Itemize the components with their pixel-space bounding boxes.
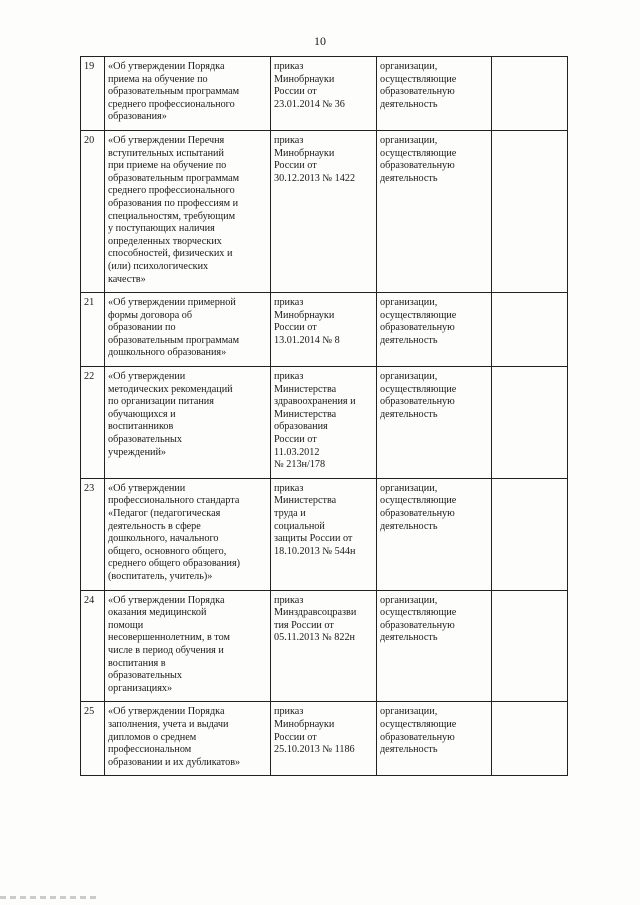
legal-act-text: приказ Минобрнауки России от 25.10.2013 № 1186 [274,706,355,756]
applies-to-cell [377,478,492,590]
notes-cell [492,590,568,702]
document-title-cell [105,130,271,292]
table-body [81,57,568,776]
document-title-text: «Об утверждении Порядка заполнения, учета и выдачи дипломов о среднем профессиональном образовании и их дубликатов» [108,706,241,768]
applies-to-text: организации, осуществляющие образовательную деятельность [380,297,457,346]
legal-act-cell [271,590,377,702]
legal-act-cell [271,293,377,367]
row-number-cell [81,478,105,590]
row-number-text: 23 [84,482,95,494]
document-title-cell [105,57,271,131]
row-number-cell [81,130,105,292]
applies-to-text: организации, осуществляющие образовательную деятельность [380,482,457,532]
applies-to-text: организации, осуществляющие образовательную деятельность [380,61,457,110]
document-title-cell [105,702,271,776]
document-title-cell [105,590,271,702]
row-number-text: 21 [84,297,95,309]
document-title-cell [105,478,271,590]
document-title-text: «Об утверждении Порядка оказания медицинской помощи несовершеннолетним, в том числе в период обучения и воспитания в образовательных организациях» [108,594,230,694]
scan-artifact [0,896,96,899]
document-title-cell [105,367,271,479]
legal-act-cell [271,57,377,131]
table-row [81,57,568,131]
row-number-cell [81,367,105,479]
row-number-text: 24 [84,594,95,606]
table-row [81,702,568,776]
notes-cell [492,478,568,590]
page-number: 10 [314,34,326,48]
row-number-text: 20 [84,134,95,146]
document-title-text: «Об утверждении Порядка приема на обучение по образовательным программам среднего профессионального образования» [108,61,240,123]
applies-to-text: организации, осуществляющие образовательную деятельность [380,594,457,644]
row-number-cell [81,590,105,702]
row-number-cell [81,293,105,367]
applies-to-text: организации, осуществляющие образовательную деятельность [380,371,457,420]
applies-to-cell [377,367,492,479]
legal-act-cell [271,702,377,776]
table-row [81,293,568,367]
applies-to-cell [377,702,492,776]
applies-to-text: организации, осуществляющие образовательную деятельность [380,134,457,184]
legal-act-text: приказ Минобрнауки России от 13.01.2014 № 8 [274,297,340,346]
legal-act-cell [271,478,377,590]
legal-act-text: приказ Минобрнауки России от 23.01.2014 № 36 [274,61,345,110]
notes-cell [492,702,568,776]
regulations-table [80,56,568,776]
table-row [81,367,568,479]
document-title-text: «Об утверждении методических рекомендаций по организации питания обучающихся и воспитанников образовательных учреждений» [108,371,233,458]
document-title-text: «Об утверждении профессионального стандарта «Педагог (педагогическая деятельность в сфере дошкольного, начального общего, основного общего, среднего общего образования) (воспитатель, учитель)» [108,482,241,582]
applies-to-cell [377,57,492,131]
legal-act-cell [271,367,377,479]
applies-to-cell [377,130,492,292]
row-number-text: 22 [84,371,95,383]
row-number-text: 19 [84,61,95,72]
applies-to-text: организации, осуществляющие образовательную деятельность [380,706,457,756]
notes-cell [492,367,568,479]
applies-to-cell [377,590,492,702]
legal-act-text: приказ Минобрнауки России от 30.12.2013 № 1422 [274,134,356,184]
notes-cell [492,130,568,292]
legal-act-cell [271,130,377,292]
notes-cell [492,57,568,131]
notes-cell [492,293,568,367]
table-row [81,130,568,292]
row-number-text: 25 [84,706,95,718]
legal-act-text: приказ Министерства здравоохранения и Министерства образования России от 11.03.2012 № 213н/178 [274,371,356,471]
table-row [81,478,568,590]
row-number-cell [81,702,105,776]
table-row [81,590,568,702]
document-title-text: «Об утверждении примерной формы договора об образовании по образовательным программам дошкольного образования» [108,297,240,359]
document-title-text: «Об утверждении Перечня вступительных испытаний при приеме на обучение по образовательным программам среднего профессионального образования по профессиям и специальностям, требующим у поступающих наличия определенных творческих способностей, физических и (или) психологических качеств» [108,134,240,285]
applies-to-cell [377,293,492,367]
document-title-cell [105,293,271,367]
legal-act-text: приказ Министерства труда и социальной защиты России от 18.10.2013 № 544н [274,482,356,557]
legal-act-text: приказ Минздравсоцразви тия России от 05.11.2013 № 822н [274,594,357,644]
row-number-cell [81,57,105,131]
